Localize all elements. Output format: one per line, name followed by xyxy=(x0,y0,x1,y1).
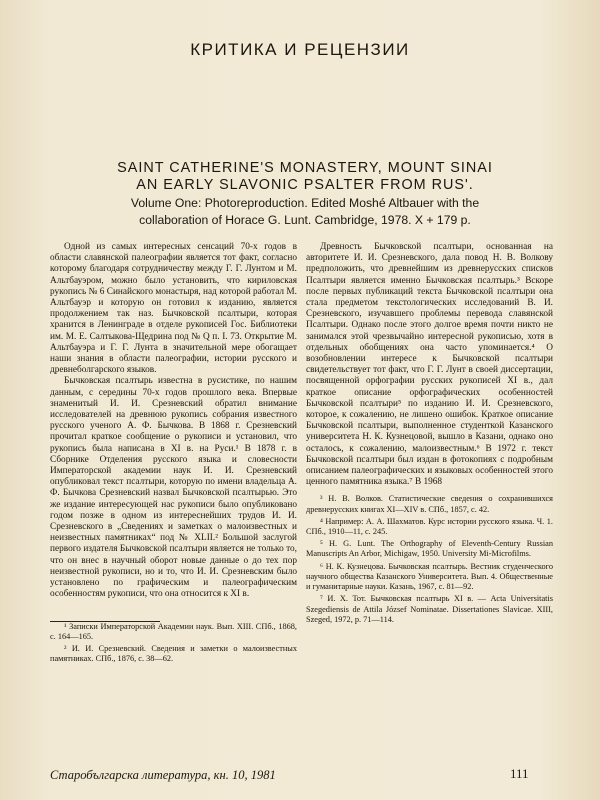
journal-footer: Старобългарска литература, кн. 10, 1981 xyxy=(50,768,276,782)
section-title: КРИТИКА И РЕЦЕНЗИИ xyxy=(190,40,410,59)
footnote-2: ² И. И. Срезневский. Сведения и заметки о малоизвестных памятниках. СПб., 1876, с. 38—62. xyxy=(50,643,297,664)
right-footnotes xyxy=(306,494,553,624)
book-title-line1: SAINT CATHERINE'S MONASTERY, MOUNT SINAI xyxy=(117,160,493,176)
right-paragraph-1: Древность Бычковской псалтыри, основанная на авторитете И. И. Срезневского, дала повод Н. В. Волкову предположить, что древнейшим из древнерусских списков Псалтыри является именно Бычковская псалтырь.³ Вскоре после первых публикаций текста Бычковской псалтыри она стала предметом текстологических исследований В. И. Срезневского, изучавшего проблемы перевода славянской Псалтыри. Однако после этого долгое время почти никто не занимался этой чрезвычайно интересной рукописью, хотя в отдельных обобщениях она часто упоминается.⁴ О возобновлении интересе к Бычковской псалтыри свидетельствует тот факт, что Г. Г. Лунт в своей диссертации, посвященной орфографии русских рукописей XI в., дал краткое описание орфографических особенностей Бычковской псалтыри⁵ по изданию И. И. Срезневского, которое, к сожалению, не лишено ошибок. Краткое описание Бычковской псалтыри, выполненное студенткой Казанского университета Н. К. Кузнецовой, вышло в Казани, однако оно осталось, к сожалению, малоизвестным.⁶ В 1972 г. текст Бычковской псалтыри был издан в фотокопиях с подробным описанием палеографических и языковых особенностей этого ценного памятника языка.⁷ В 1968 xyxy=(306,242,553,488)
page-number: 111 xyxy=(510,766,529,781)
footnote-6: ⁶ Н. К. Кузнецова. Бычковская псалтырь. Вестник студенческого научного общества Казанского Университета. Вып. 4. Общественные и гуманитарные науки. Казань, 1967, с. 81—92. xyxy=(306,561,553,592)
left-paragraph-2: Бычковская псалтырь известна в русистике, по нашим данным, с середины 70-х годов прошлого века. Впервые знаменитый И. И. Срезневский обратил внимание исследователей на древнюю рукопись собрания известного русского ученого А. Ф. Бычкова. В 1868 г. Срезневский прочитал краткое сообщение о рукописи и установил, что рукопись была написана в XI в. на Руси.¹ В 1878 г. в Сборнике Отделения русского языка и словесности Императорской академии наук И. И. Срезневский опубликовал текст псалтыри, которую по имени владельца А. Ф. Бычкова Срезневский назвал Бычковской псалтырью. Это же издание интересующей нас рукописи было опубликовано годом позже в одном из интереснейших трудов И. И. Срезневского в „Сведениях и заметках о малоизвестных и неизвестных памятниках“ под № XLII.² Большой заслугой первого издателя Бычковской псалтыри является не только то, что он внес в научный оборот новые данные о до тех пор неизвестной рукописи, но и то, что И. И. Срезневским было установлено по графическим и палеографическим особенностям рукописи, что она относится к XI в. xyxy=(50,376,297,600)
footnote-7: ⁷ И. Х. Тот. Бычковская псалтырь XI в. — Acta Universitatis Szegediensis de Attila József Nominatae. Dissertationes Slavicae. XIII, Szeged, 1972, p. 71—114. xyxy=(306,594,553,624)
left-paragraph-1: Одной из самых интересных сенсаций 70-х годов в области славянской палеографии является тот факт, согласно которому благодаря сотрудничеству между Г. Г. Лунтом и М. Альтбауэром, можно было установить, что кириловская рукопись № 6 Синайского монастыря, над которой работал М. Альтбауэр и которую он готовил к изданию, является продолжением так наз. Бычковской псалтыри, которая хранится в Ленинграде в отделе рукописей Гос. Библиотеки им. М. Е. Салтыкова-Щедрина под № Q п. I. 73. Открытие М. Альтбауэра и Г. Г. Лунта в значительной мере обогащает наши знания в области палеографии, истории русского и древнеболгарского языков. xyxy=(50,242,297,376)
book-title xyxy=(40,160,570,194)
right-column xyxy=(306,242,553,625)
footnote-5: ⁵ H. G. Lunt. The Orthography of Eleventh-Century Russian Manuscripts An Arbor, Michigaw, 1950. University Mi-Microfilms. xyxy=(306,539,553,559)
footnote-3: ³ Н. В. Волков. Статистические сведения о сохранившихся древнерусских книгах XI—XIV в. СПб., 1857, с. 42. xyxy=(306,494,553,514)
footnote-1: ¹ Записки Императорской Академии наук. Вып. XIII. СПб., 1868, с. 164—165. xyxy=(50,621,297,641)
book-subtitle-line2: collaboration of Horace G. Lunt. Cambridge, 1978. X + 179 p. xyxy=(139,213,471,227)
book-subtitle-line1: Volume One: Photoreproduction. Edited Moshé Altbauer with the xyxy=(130,196,480,210)
left-column xyxy=(50,242,297,664)
book-publication-info xyxy=(40,195,570,229)
book-title-line2: AN EARLY SLAVONIC PSALTER FROM RUS'. xyxy=(136,177,474,193)
footnote-4: ⁴ Например: А. А. Шахматов. Курс истории русского языка. Ч. 1. СПб., 1910—11, с. 245. xyxy=(306,516,553,537)
